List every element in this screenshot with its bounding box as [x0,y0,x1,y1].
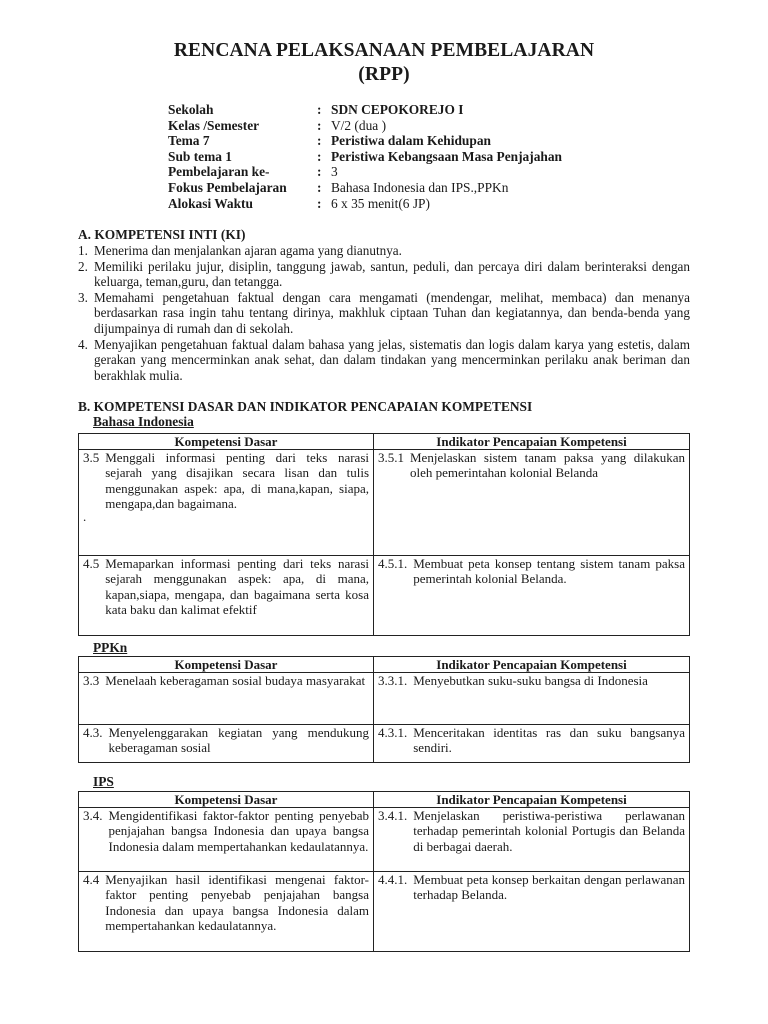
subject-heading-ips: IPS [93,774,114,789]
subject-heading-ppkn: PPKn [93,640,128,655]
kd-cell [79,808,374,872]
kd-number: 4.5 [83,556,100,571]
kd-cell [79,872,374,952]
subject-heading-bahasa-indonesia: Bahasa Indonesia [93,414,194,429]
kd-text: Menelaah keberagaman sosial budaya masyarakat [105,673,366,688]
info-value: Peristiwa Kebangsaan Masa Penjajahan [331,148,562,164]
ipk-number: 4.4.1. [378,872,408,887]
ki-item [78,243,690,259]
table-row [79,450,690,556]
ipk-text: Membuat peta konsep tentang sistem tanam paksa pemerintah kolonial Belanda. [413,556,685,587]
table-row [79,808,690,872]
ki-text: Menerima dan menjalankan ajaran agama yang dianutnya. [94,243,402,258]
header-kd: Kompetensi Dasar [79,792,374,808]
ki-number: 1. [78,243,88,258]
competency-table-ips [78,791,690,952]
table-row [79,673,690,725]
ipk-cell [374,808,690,872]
kd-number: 3.3 [83,673,100,688]
kd-text: Menyelenggarakan kegiatan yang mendukung keberagaman sosial [108,725,369,756]
ipk-number: 4.3.1. [378,725,408,740]
competency-table-ppkn [78,656,690,763]
ipk-number: 3.5.1 [378,450,404,465]
competency-table-bahasa-indonesia [78,433,690,636]
info-label: Sekolah [168,102,214,117]
ipk-cell [374,673,690,725]
table-header-row [79,792,690,808]
ki-number: 2. [78,258,88,274]
header-ipk: Indikator Pencapaian Kompetensi [374,657,690,673]
info-colon: : [317,133,322,149]
ki-item [78,259,690,290]
kd-number: 4.4 [83,872,100,887]
ipk-cell [374,725,690,763]
kd-text: Memaparkan informasi penting dari teks narasi sejarah menggunakan aspek: apa, di mana, kapan,siapa, mengapa, dan bagaimana serta kosa kata baku dan kalimat efektif [105,556,369,618]
info-value: SDN CEPOKOREJO I [331,102,464,117]
info-colon: : [317,102,322,117]
ki-item [78,290,690,337]
ipk-number: 4.5.1. [378,556,408,571]
ipk-number: 3.3.1. [378,673,408,688]
table-header-row [79,657,690,673]
ipk-text: Menjelaskan peristiwa-peristiwa perlawanan terhadap pemerintah kolonial Portugis dan Belanda di berbagai daerah. [413,808,685,854]
ipk-cell [374,556,690,636]
ki-text: Memahami pengetahuan faktual dengan cara mengamati (mendengar, melihat, membaca) dan menanya berdasarkan rasa ingin tahu tentang dirinya, makhluk ciptaan Tuhan dan kegiatannya, dan benda-benda yang dijumpainya di rumah dan di sekolah. [94,289,690,336]
ipk-text: Menceritakan identitas ras dan suku bangsanya sendiri. [413,725,685,756]
kd-cell [79,450,374,556]
ipk-cell [374,872,690,952]
kd-mark: . [83,508,87,524]
ki-text: Menyajikan pengetahuan faktual dalam bahasa yang jelas, sistematis dan logis dalam karya yang estetis, dalam gerakan yang mencerminkan anak sehat, dan dalam tindakan yang mencerminkan perilaku anak beriman dan berakhlak mulia. [94,336,690,383]
info-label: Sub tema 1 [168,148,232,164]
info-colon: : [317,117,322,133]
ipk-cell [374,450,690,556]
ipk-number: 3.4.1. [378,808,408,823]
info-colon: : [317,179,322,195]
info-value: 6 x 35 menit(6 JP) [331,195,430,211]
info-colon: : [317,195,322,211]
header-kd: Kompetensi Dasar [79,434,374,450]
ki-text: Memiliki perilaku jujur, disiplin, tanggung jawab, santun, peduli, dan percaya diri dalam berinteraksi dengan keluarga, teman,guru, dan tetangga. [94,258,690,290]
ki-number: 4. [78,336,88,352]
info-label: Kelas /Semester [168,117,260,133]
kd-text: Mengidentifikasi faktor-faktor penting penyebab penjajahan bangsa Indonesia dan upaya bangsa Indonesia dalam mempertahankan kedaulatannya. [108,808,369,854]
info-label: Fokus Pembelajaran [168,179,287,195]
ki-list [78,243,690,383]
kd-text: Menggali informasi penting dari teks narasi sejarah yang disajikan secara lisan dan tulis menggunakan aspek: apa, di mana,kapan, siapa, mengapa,dan bagaimana. [105,450,369,512]
info-label: Alokasi Waktu [168,195,253,211]
info-label: Pembelajaran ke- [168,164,270,180]
table-row [79,872,690,952]
ki-number: 3. [78,289,88,305]
ipk-text: Membuat peta konsep berkaitan dengan perlawanan terhadap Belanda. [413,872,685,903]
kd-number: 3.5 [83,450,100,465]
info-label: Tema 7 [168,133,210,149]
info-colon: : [317,148,322,164]
kd-number: 4.3. [83,725,103,740]
ipk-text: Menjelaskan sistem tanam paksa yang dilakukan oleh pemerintahan kolonial Belanda [410,450,685,481]
ki-item [78,337,690,384]
section-b-heading: B. KOMPETENSI DASAR DAN INDIKATOR PENCAPAIAN KOMPETENSI [78,399,533,414]
kd-number: 3.4. [83,808,103,823]
document-title: RENCANA PELAKSANAAN PEMBELAJARAN [173,40,595,61]
info-value: V/2 (dua ) [331,117,387,133]
info-value: 3 [331,164,338,180]
ipk-text: Menyebutkan suku-suku bangsa di Indonesia [413,673,648,688]
header-ipk: Indikator Pencapaian Kompetensi [374,792,690,808]
kd-cell [79,673,374,725]
kd-text: Menyajikan hasil identifikasi mengenai faktor-faktor penting penyebab penjajahan bangsa Indonesia dan upaya bangsa Indonesia dalam mempertahankan kedaulatannya. [105,872,369,934]
info-value: Peristiwa dalam Kehidupan [331,133,491,149]
header-kd: Kompetensi Dasar [79,657,374,673]
section-a-heading: A. KOMPETENSI INTI (KI) [78,227,246,242]
table-row [79,725,690,763]
kd-cell [79,556,374,636]
table-header-row [79,434,690,450]
kd-cell [79,725,374,763]
info-colon: : [317,164,322,180]
info-value: Bahasa Indonesia dan IPS.,PPKn [331,179,509,195]
document-subtitle: (RPP) [358,64,410,85]
table-row [79,556,690,636]
header-ipk: Indikator Pencapaian Kompetensi [374,434,690,450]
